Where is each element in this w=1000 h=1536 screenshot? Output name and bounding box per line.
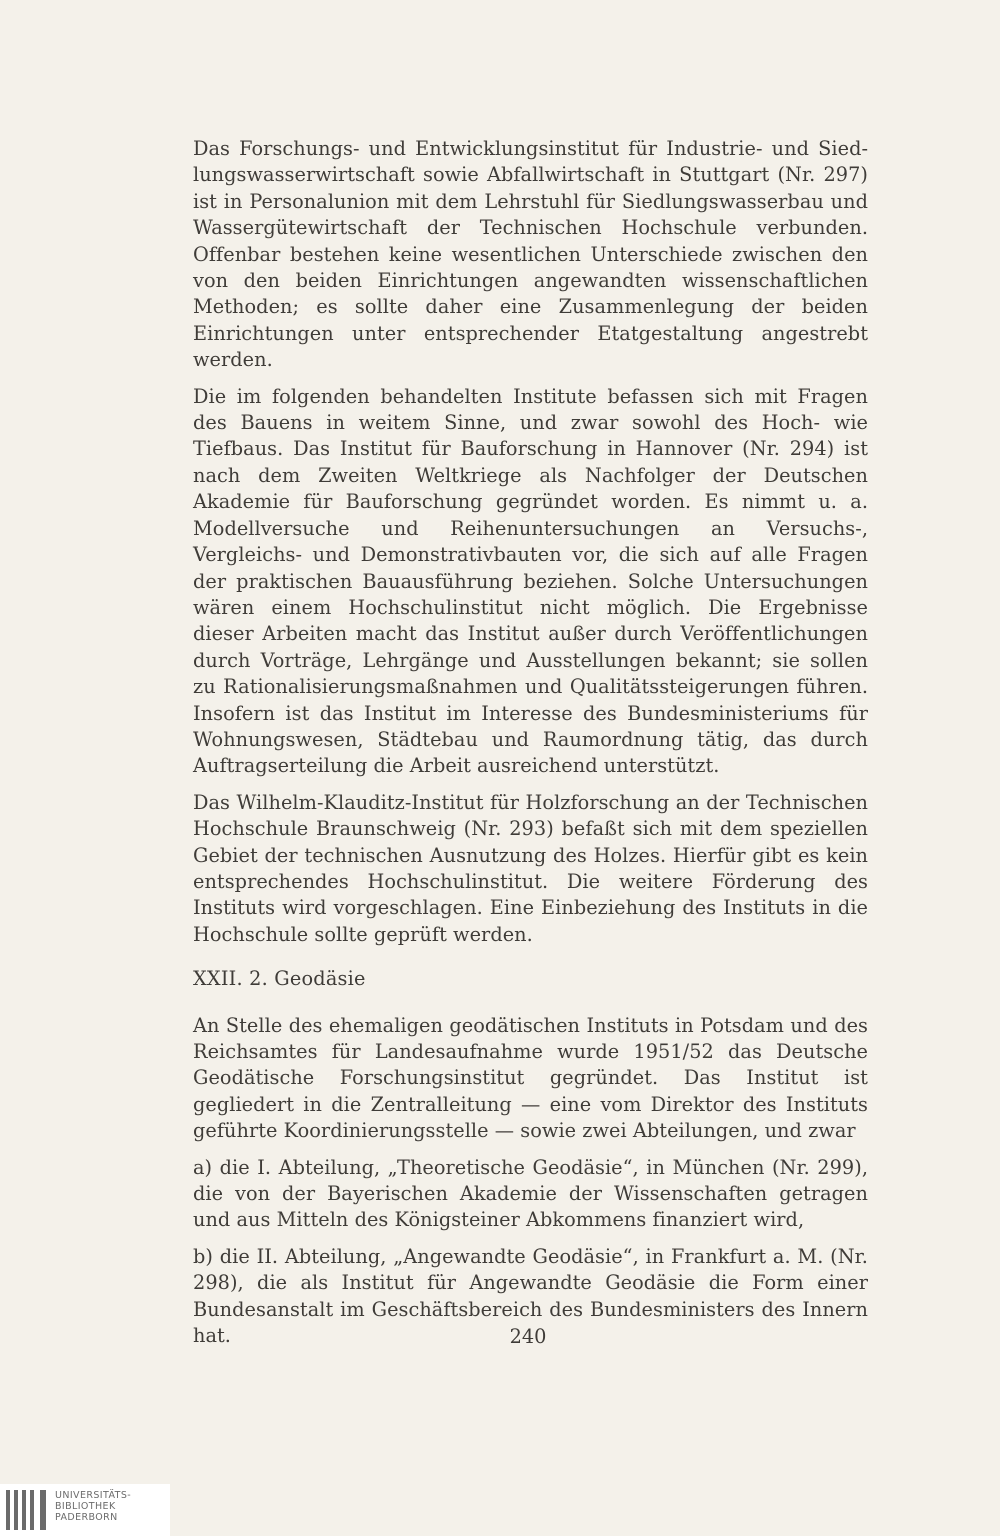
paragraph-stuttgart-institute: Das Forschungs- und Entwicklungsinstitut für Industrie- und Siedlungswasserwirtschaft sowie Abfallwirtschaft in Stuttgart (Nr. 297) ist in Personalunion mit dem Lehrstuhl für Siedlungswasserbau und Wassergütewirtschaft der Technischen Hochschule verbunden. Offenbar bestehen keine wesentlichen Unterschiede zwischen den von den beiden Einrichtungen angewandten wissenschaftlichen Methoden; es sollte daher eine Zusammenlegung der beiden Einrichtungen unter entsprechender Etatgestaltung angestrebt werden. [193,137,868,372]
library-logo-line: PADERBORN [55,1512,118,1523]
library-logo-line: BIBLIOTHEK [55,1501,116,1512]
page-number: 240 [509,1325,547,1348]
section-heading-geodesy: XXII. 2. Geodäsie [193,967,366,991]
library-logo-line: UNIVERSITÄTS- [55,1490,132,1501]
document-page [193,136,868,1349]
list-item-department-b: b) die II. Abteilung, „Angewandte Geodäsie“, in Frankfurt a. M. (Nr. 298), die als Institut für Angewandte Geodäsie die Form einer Bundesanstalt im Geschäftsbereich des Bundesministers des Innern hat. [193,1244,868,1348]
paragraph-building-research: Die im folgenden behandelten Institute befassen sich mit Fragen des Bauens in weitem Sinne, und zwar sowohl des Hoch- wie Tiefbaus. Das Institut für Bauforschung in Hannover (Nr. 294) ist nach dem Zweiten Weltkriege als Nachfolger der Deutschen Akademie für Bauforschung gegründet worden. Es nimmt u. a. Modellversuche und Reihenuntersuchungen an Versuchs-, Vergleichs- und Demonstrativbauten vor, die sich auf alle Fragen der praktischen Bauausführung beziehen. Solche Untersuchungen wären einem Hochschulinstitut nicht möglich. Die Ergebnisse dieser Arbeiten macht das Institut außer durch Veröffentlichungen durch Vorträge, Lehrgänge und Ausstellungen bekannt; sie sollen zu Rationalisierungsmaßnahmen und Qualitätssteigerungen führen. Insofern ist das Institut im Interesse des Bundesministeriums für Wohnungswesen, Städtebau und Raumordnung tätig, das durch Auftragserteilung die Arbeit ausreichend unterstützt. [193,384,868,778]
list-item-department-a: a) die I. Abteilung, „Theoretische Geodäsie“, in München (Nr. 299), die von der Bayerischen Akademie der Wissenschaften getragen und aus Mitteln des Königsteiner Abkommens finanziert wird, [193,1155,868,1232]
library-logo [0,1484,170,1536]
library-logo-text [55,1490,131,1523]
library-logo-bars-icon [6,1490,52,1530]
paragraph-geodesy-intro: An Stelle des ehemaligen geodätischen Instituts in Potsdam und des Reichsamtes für Landesaufnahme wurde 1951/52 das Deutsche Geodätische Forschungsinstitut gegründet. Das Institut ist gegliedert in die Zentralleitung — eine vom Direktor des Instituts geführte Koordinierungsstelle — sowie zwei Abteilungen, und zwar [193,1013,868,1143]
paragraph-wood-research: Das Wilhelm-Klauditz-Institut für Holzforschung an der Technischen Hochschule Braunschweig (Nr. 293) befaßt sich mit dem speziellen Gebiet der technischen Ausnutzung des Holzes. Hierfür gibt es kein entsprechendes Hochschulinstitut. Die weitere Förderung des Instituts wird vorgeschlagen. Eine Einbeziehung des Instituts in die Hochschule sollte geprüft werden. [193,790,868,946]
